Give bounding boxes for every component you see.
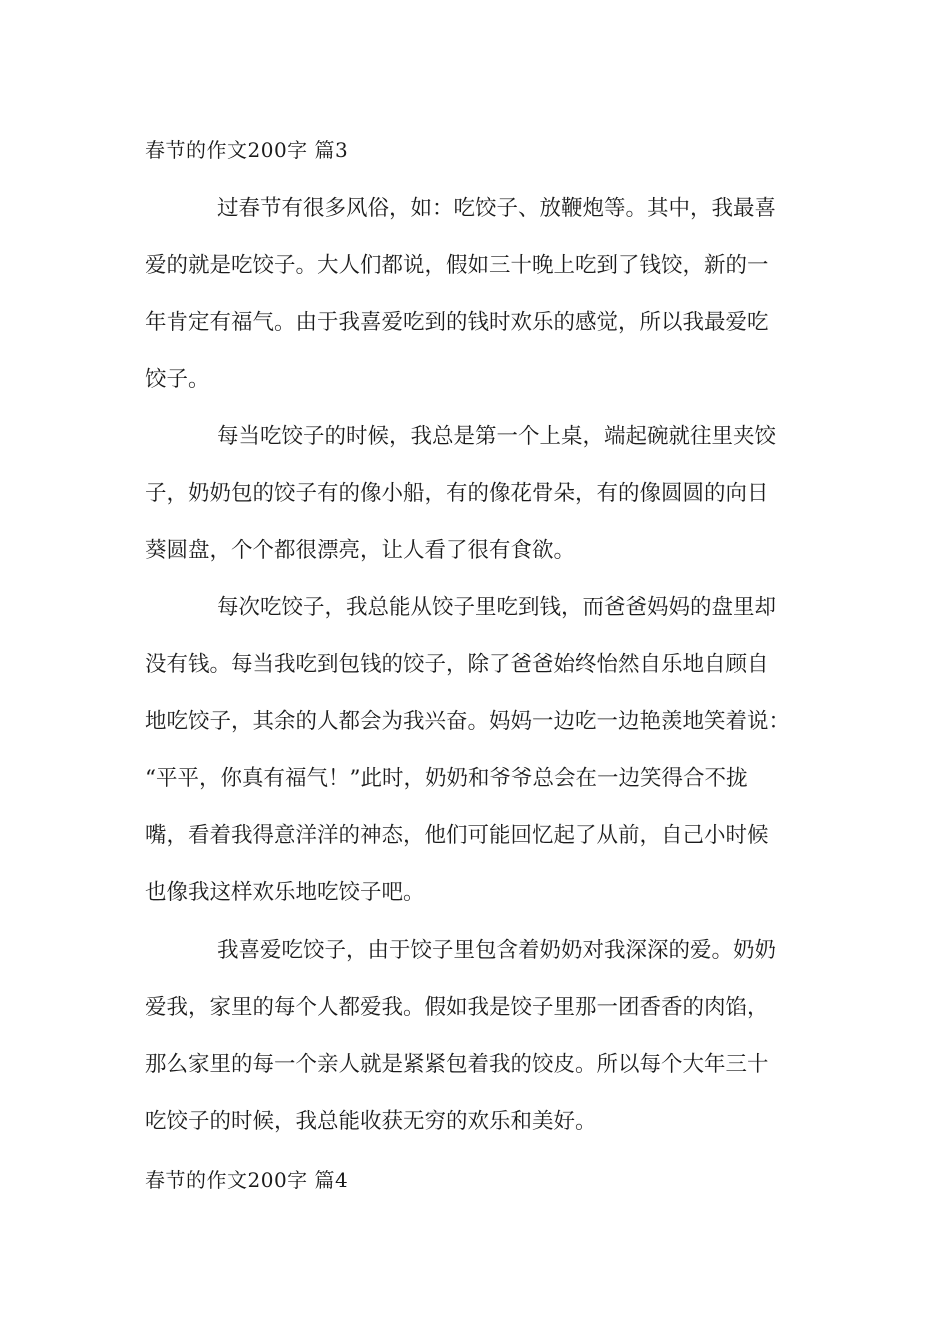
paragraph-line: 那么家里的每一个亲人就是紧紧包着我的饺皮。所以每个大年三十: [145, 1052, 769, 1077]
paragraph-line: 爱我，家里的每个人都爱我。假如我是饺子里那一团香香的肉馅，: [145, 995, 769, 1020]
section-heading: 春节的作文200字 篇4: [145, 1168, 349, 1192]
paragraph-line: 爱的就是吃饺子。大人们都说，假如三十晚上吃到了钱饺，新的一: [145, 253, 769, 278]
paragraph-line: 子，奶奶包的饺子有的像小船，有的像花骨朵，有的像圆圆的向日: [145, 481, 769, 506]
paragraph-line: 年肯定有福气。由于我喜爱吃到的钱时欢乐的感觉，所以我最爱吃: [145, 310, 769, 335]
paragraph-line: 也像我这样欢乐地吃饺子吧。: [145, 880, 425, 905]
section-heading: 春节的作文200字 篇3: [145, 138, 349, 162]
paragraph-line: 每次吃饺子，我总能从饺子里吃到钱，而爸爸妈妈的盘里却: [217, 595, 777, 620]
paragraph-line: 饺子。: [145, 367, 210, 392]
paragraph-line: 没有钱。每当我吃到包钱的饺子，除了爸爸始终怡然自乐地自顾自: [145, 652, 769, 677]
paragraph-line: 过春节有很多风俗，如：吃饺子、放鞭炮等。其中，我最喜: [217, 196, 777, 221]
paragraph-line: 我喜爱吃饺子，由于饺子里包含着奶奶对我深深的爱。奶奶: [217, 938, 777, 963]
paragraph-line: 嘴，看着我得意洋洋的神态，他们可能回忆起了从前，自己小时候: [145, 823, 769, 848]
paragraph-line: 地吃饺子，其余的人都会为我兴奋。妈妈一边吃一边艳羡地笑着说：: [145, 709, 791, 734]
paragraph-line: 每当吃饺子的时候，我总是第一个上桌，端起碗就往里夹饺: [217, 424, 777, 449]
paragraph-line: 吃饺子的时候，我总能收获无穷的欢乐和美好。: [145, 1109, 597, 1134]
paragraph-line: 葵圆盘，个个都很漂亮，让人看了很有食欲。: [145, 538, 576, 563]
paragraph-line: “平平，你真有福气！”此时，奶奶和爷爷总会在一边笑得合不拢: [145, 766, 748, 791]
